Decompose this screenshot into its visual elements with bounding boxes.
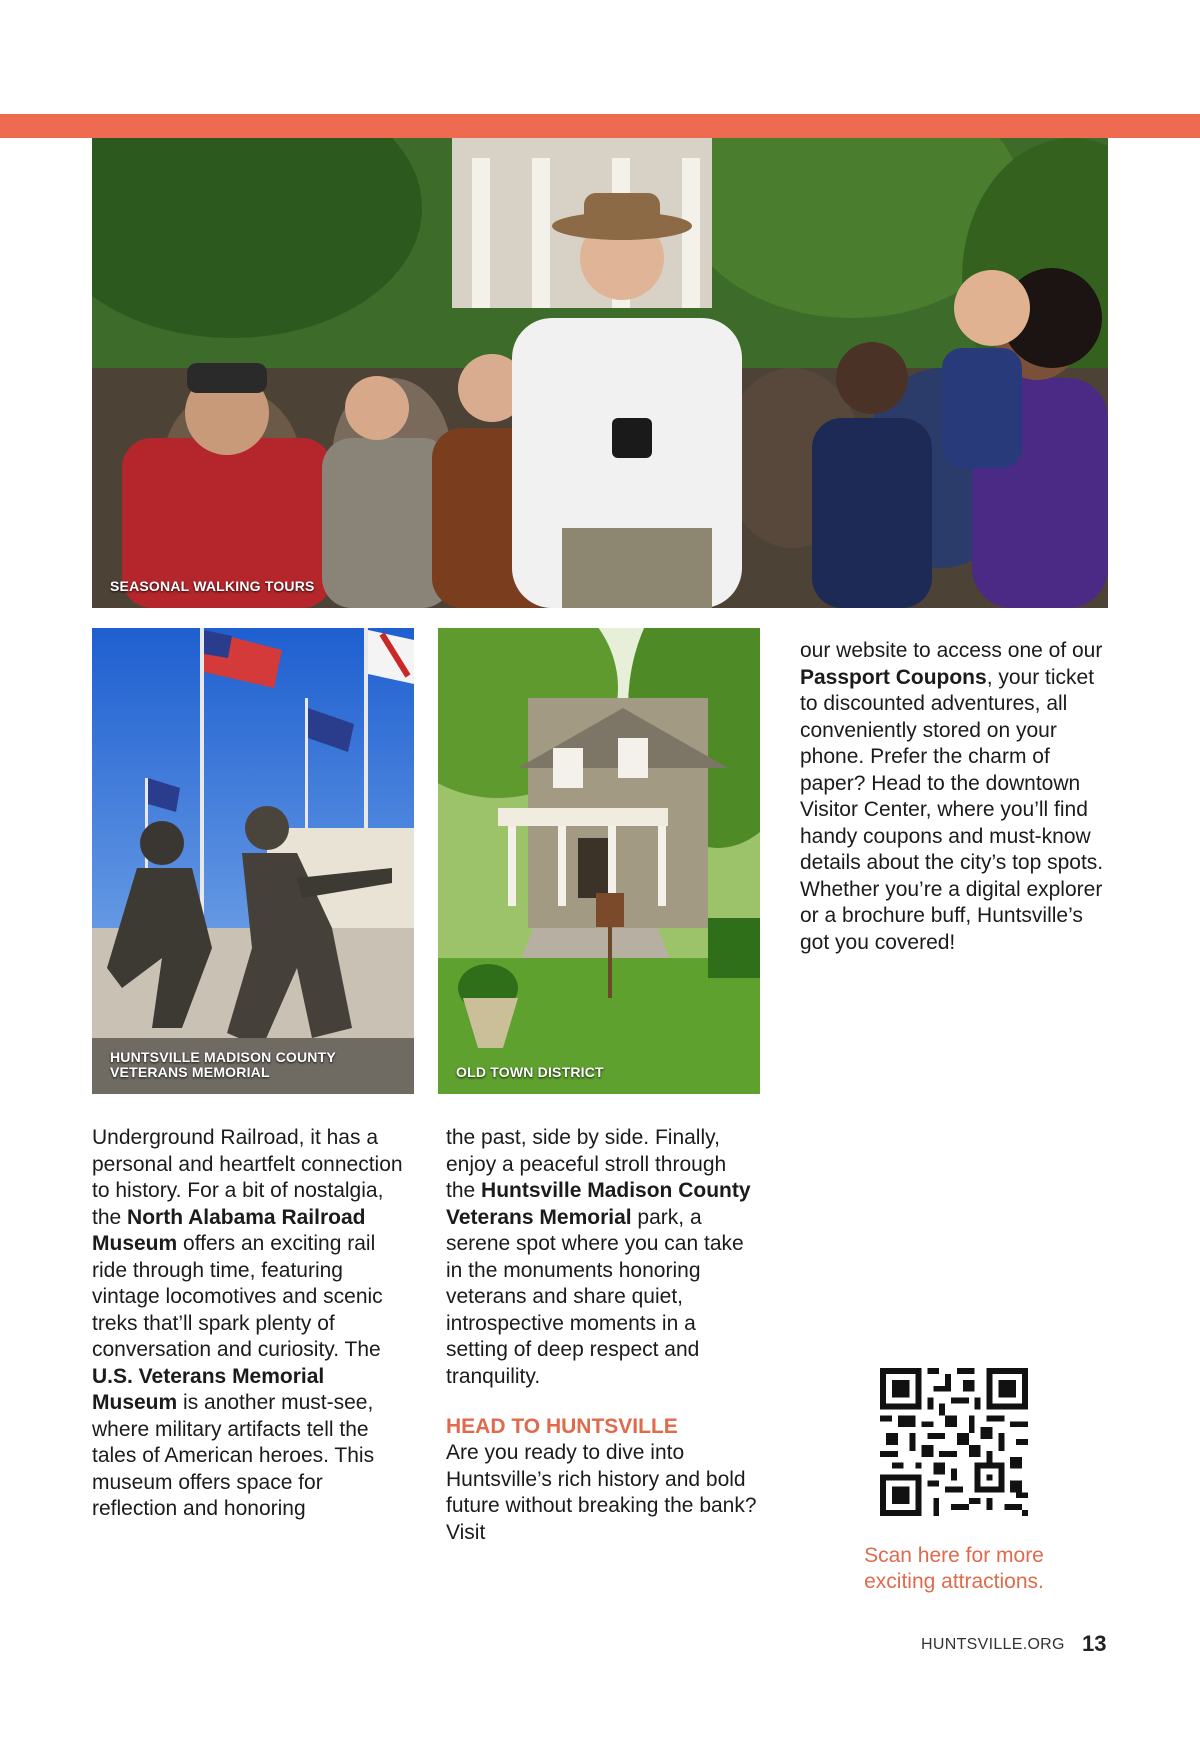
veterans-memorial-caption-line-2: VETERANS MEMORIAL xyxy=(110,1064,270,1080)
right-column-text xyxy=(800,638,1110,956)
passport-coupons-link-text: Passport Coupons xyxy=(800,665,987,689)
middle-text-2: park, a serene spot where you can take in the monuments honoring veterans and share quiet, introspective moments in a setting of deep respect and tranquility. xyxy=(446,1205,744,1388)
walking-tours-caption: SEASONAL WALKING TOURS xyxy=(110,578,315,594)
left-text-1: Underground Railroad, it has a personal and heartfelt connection to history. For a bit of nostalgia, the xyxy=(92,1126,403,1229)
old-town-photo xyxy=(438,628,760,1094)
old-town-image xyxy=(438,628,760,1094)
middle-column-paragraph-2: Are you ready to dive into Huntsville’s rich history and bold future without breaking the bank? Visit xyxy=(446,1441,757,1544)
right-column-paragraph xyxy=(800,638,1110,956)
right-text-2: , your ticket to discounted adventures, all conveniently stored on your phone. Prefer the charm of paper? Head to the downtown Visitor Center, where you’ll find handy coupons and must-know details about the city’s top spots. Whether you’re a digital explorer or a brochure buff, Huntsville’s got you covered! xyxy=(800,665,1104,954)
right-text-1: our website to access one of our xyxy=(800,639,1103,662)
railroad-museum-name: North Alabama Railroad Museum xyxy=(92,1205,366,1255)
qr-caption-line-1: Scan here for more xyxy=(864,1544,1044,1567)
left-column-paragraph xyxy=(92,1125,408,1523)
footer-website[interactable]: HUNTSVILLE.ORG xyxy=(921,1636,1065,1653)
qr-caption-line-2: exciting attractions. xyxy=(864,1570,1044,1593)
veterans-memorial-image xyxy=(92,628,414,1094)
section-heading: HEAD TO HUNTSVILLE xyxy=(446,1415,678,1438)
qr-code[interactable] xyxy=(880,1368,1028,1516)
veterans-memorial-photo xyxy=(92,628,414,1094)
qr-caption xyxy=(800,1543,1108,1595)
veterans-museum-name: U.S. Veterans Memorial Museum xyxy=(92,1364,325,1414)
middle-column-paragraph xyxy=(446,1125,758,1390)
walking-tours-photo xyxy=(92,138,1108,608)
left-text-3: is another must-see, where military artifacts tell the tales of American heroes. This museum offers space for reflection and honoring xyxy=(92,1391,375,1520)
top-accent-bar xyxy=(0,114,1200,138)
middle-text-1: the past, side by side. Finally, enjoy a peaceful stroll through the xyxy=(446,1126,727,1202)
veterans-memorial-caption-line-1: HUNTSVILLE MADISON COUNTY xyxy=(110,1049,336,1065)
page-number: 13 xyxy=(1082,1631,1107,1656)
veterans-memorial-caption xyxy=(110,1050,336,1080)
old-town-caption: OLD TOWN DISTRICT xyxy=(456,1064,604,1080)
left-column-text xyxy=(92,1125,408,1523)
walking-tours-image xyxy=(92,138,1108,608)
middle-column-text xyxy=(446,1125,758,1546)
left-text-2: offers an exciting rail ride through time, featuring vintage locomotives and scenic treks that’ll spark plenty of conversation and curiosity. The xyxy=(92,1232,383,1361)
veterans-memorial-name: Huntsville Madison County Veterans Memorial xyxy=(446,1179,751,1229)
